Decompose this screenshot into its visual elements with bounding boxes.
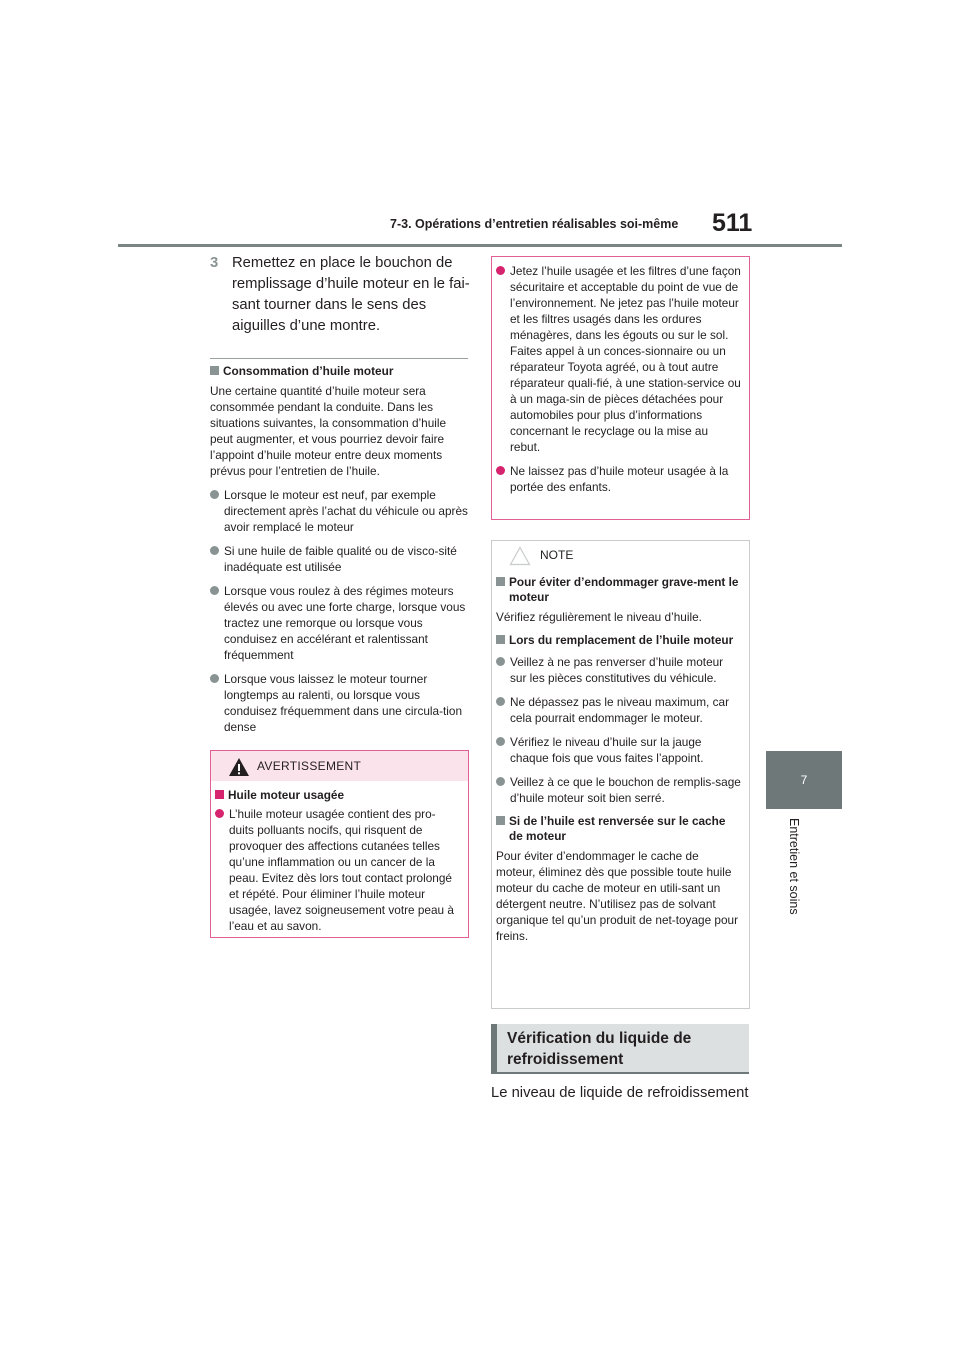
square-bullet-icon bbox=[496, 635, 505, 644]
square-bullet-icon bbox=[496, 577, 505, 586]
chapter-number: 7 bbox=[800, 773, 808, 787]
warning-item: Jetez l’huile usagée et les filtres d’une façon sécuritaire et acceptable du point de vue de l’environnement. Ne jetez pas l’huile moteur et les filtres usagés dans les ordures ménagères, dans les égouts ou sur le sol. Faites appel à un conces-sionnaire ou un réparateur Toyota agréé, ou à tout autre réparateur quali-fié, à une station-service ou à un maga-sin de pièces détachées pour automobiles pour plus d’informations concernant le recyclage ou la mise au rebut. bbox=[496, 263, 741, 455]
section-title: Consommation d’huile moteur bbox=[210, 364, 468, 379]
oil-consumption-section bbox=[210, 364, 468, 735]
note-box bbox=[491, 540, 750, 1009]
round-bullet-icon bbox=[210, 490, 219, 499]
square-bullet-icon bbox=[215, 790, 224, 799]
chapter-tab[interactable] bbox=[766, 751, 842, 809]
round-bullet-icon bbox=[496, 737, 505, 746]
chapter-title: Entretien et soins bbox=[787, 818, 801, 915]
round-bullet-icon bbox=[496, 266, 505, 275]
page-number: 511 bbox=[712, 209, 753, 237]
note-section-title: Pour éviter d’endommager grave-ment le moteur bbox=[496, 575, 741, 605]
coolant-heading-text: Vérification du liquide de refroidissement bbox=[507, 1030, 692, 1068]
list-item: Lorsque le moteur est neuf, par exemple directement après l’achat du véhicule ou après avoir remplacé le moteur bbox=[210, 487, 468, 535]
warning-title: Huile moteur usagée bbox=[215, 788, 460, 803]
note-item: Veillez à ce que le bouchon de remplis-sage d’huile moteur soit bien serré. bbox=[496, 774, 741, 806]
list-item: Si une huile de faible qualité ou de visco-sité inadéquate est utilisée bbox=[210, 543, 468, 575]
list-item: Lorsque vous roulez à des régimes moteurs élevés ou avec une forte charge, lorsque vous tractez une remorque ou lorsque vous conduisez en accélérant et ralentissant fréquemment bbox=[210, 583, 468, 663]
header-rule bbox=[118, 244, 842, 247]
note-item: Vérifiez le niveau d’huile sur la jauge chaque fois que vous faites l’appoint. bbox=[496, 734, 741, 766]
note-section-body: Vérifiez régulièrement le niveau d’huile. bbox=[496, 610, 702, 624]
warning-label: AVERTISSEMENT bbox=[257, 759, 362, 773]
note-item: Ne dépassez pas le niveau maximum, car cela pourrait endommager le moteur. bbox=[496, 694, 741, 726]
note-section-title: Si de l’huile est renversée sur le cache de moteur bbox=[496, 814, 741, 844]
warning-header bbox=[211, 751, 468, 781]
note-section-title: Lors du remplacement de l’huile moteur bbox=[496, 633, 741, 648]
warning-triangle-icon bbox=[228, 757, 250, 777]
warning-item: Ne laissez pas d’huile moteur usagée à la portée des enfants. bbox=[496, 463, 741, 495]
step-number: 3 bbox=[210, 255, 219, 271]
round-bullet-icon bbox=[496, 466, 505, 475]
round-bullet-icon bbox=[210, 674, 219, 683]
note-label: NOTE bbox=[540, 548, 574, 562]
note-triangle-icon bbox=[509, 546, 531, 566]
square-bullet-icon bbox=[496, 816, 505, 825]
round-bullet-icon bbox=[210, 586, 219, 595]
note-item: Veillez à ne pas renverser d’huile moteur sur les pièces constitutives du véhicule. bbox=[496, 654, 741, 686]
warning-box bbox=[210, 750, 469, 938]
step-text: Remettez en place le bouchon de remplissage d’huile moteur en le fai-sant tourner dans le sens des aiguilles d’une montre. bbox=[232, 255, 470, 334]
round-bullet-icon bbox=[210, 546, 219, 555]
section-intro: Une certaine quantité d’huile moteur sera consommée pendant la conduite. Dans les situations suivantes, la consommation d’huile peut augmenter, et vous pourriez devoir faire l’appoint d’huile moteur entre deux moments prévus pour l’entretien de l’huile. bbox=[210, 384, 447, 478]
list-item: Lorsque vous laissez le moteur tourner longtemps au ralenti, ou lorsque vous conduisez fréquemment dans une circula-tion dense bbox=[210, 671, 468, 735]
round-bullet-icon bbox=[215, 809, 224, 818]
coolant-intro: Le niveau de liquide de refroidissement bbox=[491, 1085, 749, 1101]
warning-box-continued bbox=[491, 256, 750, 520]
round-bullet-icon bbox=[496, 777, 505, 786]
square-bullet-icon bbox=[210, 366, 219, 375]
section-divider bbox=[210, 358, 468, 359]
coolant-section-heading bbox=[491, 1024, 749, 1074]
chapter-title-vertical bbox=[787, 818, 801, 968]
round-bullet-icon bbox=[496, 657, 505, 666]
header-section-title: 7-3. Opérations d’entretien réalisables soi-même bbox=[390, 217, 679, 231]
note-section-body: Pour éviter d’endommager le cache de moteur, éliminez dès que possible toute huile moteur du cache de moteur en utili-sant un détergent neutre. N’utilisez pas de solvant organique tel qu’un produit de net-toyage pour freins. bbox=[496, 849, 739, 943]
warning-item: L’huile moteur usagée contient des pro-duits polluants nocifs, qui risquent de provoquer des affections cutanées telles qu’une inflammation ou un cancer de la peau. Evitez dès lors tout contact prolongé et répété. Pour éliminer l’huile moteur usagée, lavez soigneusement votre peau à l’eau et au savon. bbox=[215, 806, 460, 934]
note-header bbox=[492, 541, 749, 571]
round-bullet-icon bbox=[496, 697, 505, 706]
